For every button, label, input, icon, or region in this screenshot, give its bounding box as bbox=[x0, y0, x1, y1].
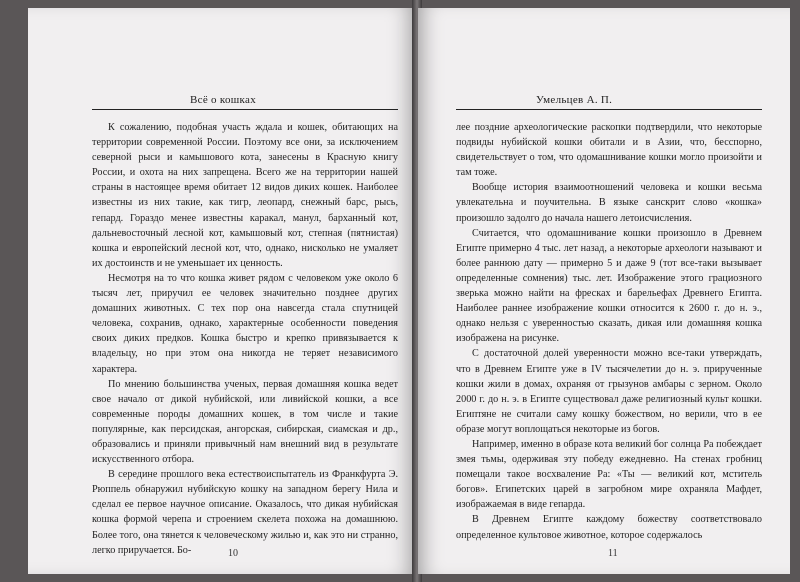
paragraph: лее поздние археологические раскопки подтвердили, что некоторые подвиды нубийской кошки обитали и в Азии, что, бесспорно, свидетельствует о том, что одомашнивание кошки могло произойти и там тоже. bbox=[456, 122, 762, 179]
paragraph: Например, именно в образе кота великий бог солнца Ра побеждает змея тьмы, одерживая эту победу ежедневно. На стенах гробниц помещали такое восхваление Ра: «Ты — великий кот, мститель богов». Египетских царей в загробном мире охраняла Мафдет, изображаемая в виде гепарда. bbox=[456, 438, 762, 511]
page-number-left: 10 bbox=[228, 548, 238, 559]
paragraph: К сожалению, подобная участь ждала и кошек, обитающих на территории современной России. Поэтому все они, за исключением северной рыси и камышового кота, занесены в Красную книгу России, и охота на них запрещена. Всего же на территории нашей страны в настоящее время обитает 12 видов диких кошек. Наиболее известны из них такие, как тигр, леопард, снежный барс, рысь, гепард. Гораздо менее известны каракал, манул, барханный кот, дальневосточный лесной кот, камышовый кот, степная (пятнистая) кошка и европейский лесной кот, что, однако, нисколько не умаляет их достоинств и не уменьшает их ценность. bbox=[92, 122, 398, 269]
left-page-body bbox=[92, 120, 398, 558]
paragraph: Вообще история взаимоотношений человека и кошки весьма увлекательна и поучительна. В языке санскрит слово «кошка» произошло задолго до начала нашего летоисчисления. bbox=[456, 182, 762, 224]
paragraph: С достаточной долей уверенности можно все-таки утверждать, что в Древнем Египте уже в IV тысячелетии до н. э. прирученные кошки жили в домах, охраняя от грызунов амбары с зерном. Около 2000 г. до н. э. в Египте существовал даже религиозный культ кошки. Египтяне не считали саму кошку божеством, но верили, что в ее образе могут воплощаться некоторые из богов. bbox=[456, 348, 762, 435]
header-rule-left bbox=[92, 109, 398, 110]
running-header-left: Всё о кошках bbox=[190, 94, 257, 106]
paragraph: В середине прошлого века естествоиспытатель из Франкфурта Э. Рюппель обнаружил нубийскую кошку на западном берегу Нила и сделал ее первое научное описание. Оказалось, что дикая нубийская кошка формой черепа и строением скелета похожа на домашнюю. Более того, она тянется к человеческому жилью и, как это ни странно, легко приручается. Бо- bbox=[92, 469, 398, 556]
paragraph: В Древнем Египте каждому божеству соответствовало определенное культовое животное, которое содержалось bbox=[456, 514, 762, 541]
running-header-right: Умельцев А. П. bbox=[536, 94, 613, 106]
left-page bbox=[28, 8, 416, 574]
paragraph: Несмотря на то что кошка живет рядом с человеком уже около 6 тысяч лет, приручил ее человек значительно позднее других домашних животных. С тех пор она навсегда стала спутницей человека, сохранив, однако, характерные особенности поведения своих диких предков. Кошка быстро и крепко привязывается к владельцу, но при этом она никогда не теряет независимого характера. bbox=[92, 272, 398, 375]
page-number-right: 11 bbox=[608, 548, 618, 559]
paragraph: По мнению большинства ученых, первая домашняя кошка ведет свое начало от дикой нубийской, или ливийской кошки, а все современные породы домашних кошек, в том числе и такие популярные, как персидская, ангорская, сибирская, сиамская и др., образовались и приняли привычный нам внешний вид в результате искусственного отбора. bbox=[92, 378, 398, 466]
header-rule-right bbox=[456, 109, 762, 110]
right-page bbox=[418, 8, 790, 574]
right-page-body bbox=[456, 120, 762, 543]
paragraph: Считается, что одомашнивание кошки произошло в Древнем Египте примерно 4 тыс. лет назад, а некоторые археологи называют и более раннюю дату — примерно 5 и даже 9 (тот все-таки вызывает определенные сомнения) тыс. лет. Изображение этого грациозного зверька можно найти на фресках и барельефах Древнего Египта. Наиболее раннее изображение кошки относится к 2600 г. до н. э., однако нельзя с уверенностью сказать, дикая или домашняя кошка изображена на рисунке. bbox=[456, 227, 762, 345]
